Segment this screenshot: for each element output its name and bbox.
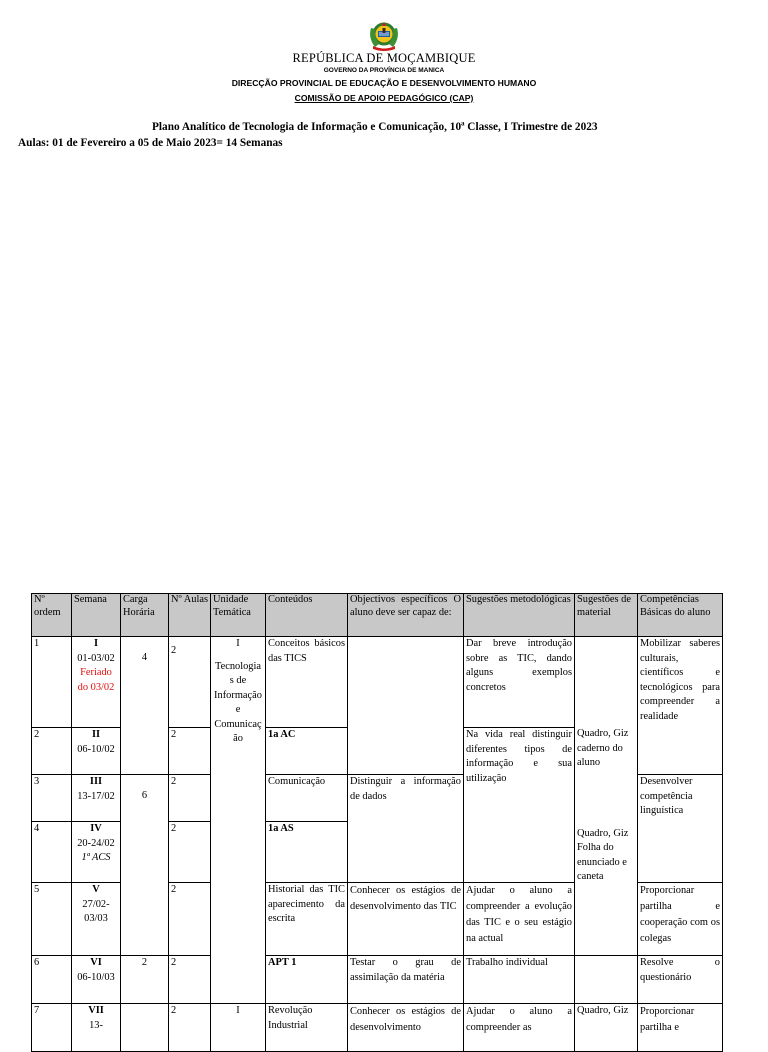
row-semana [72, 883, 121, 956]
week-dates: 06-10/03 [77, 971, 115, 983]
commission-name: COMISSÃO DE APOIO PEDAGÓGICO (CAP) [294, 93, 474, 103]
row-competencias: Desenvolver competência linguística [638, 775, 723, 883]
row-carga [121, 1004, 169, 1052]
row-aulas: 2 [169, 728, 211, 775]
directorate-name: DIRECÇÃO PROVINCIAL DE EDUCAÇÃO E DESENVOLVIMENTO HUMANO [231, 78, 537, 88]
material-text: Quadro, Giz Folha do enunciado e caneta [577, 827, 629, 882]
header-ordem: Nº ordem [32, 594, 72, 637]
week-roman: III [89, 776, 103, 787]
row-carga: 6 [121, 775, 169, 956]
header-sugestoes-metodologicas: Sugestões metodológicas [464, 594, 575, 637]
table-row [32, 1004, 723, 1052]
week-dates: 06-10/02 [77, 743, 115, 755]
row-semana [72, 637, 121, 728]
header-objectivos: Objectivos específicos O aluno deve ser capaz de: [348, 594, 464, 637]
row-conteudos: 1a AC [266, 728, 348, 775]
row-competencias: Mobilizar saberes culturais, científicos e tecnológicos para compreender a realidade [638, 637, 723, 775]
row-semana [72, 1004, 121, 1052]
table-header-row [32, 594, 723, 637]
row-sugestoes-metodologicas: Ajudar o aluno a compreender a evolução das TIC e o seu estágio na actual [464, 883, 575, 956]
row-aulas: 2 [169, 883, 211, 956]
material-text: Quadro, Giz caderno do aluno [577, 728, 629, 768]
row-carga: 2 [121, 956, 169, 1004]
row-semana [72, 822, 121, 883]
holiday-note: Feriado do 03/02 [77, 667, 115, 693]
week-roman: VII [88, 1005, 104, 1016]
row-unidade [211, 637, 266, 1004]
row-aulas: 2 [169, 637, 211, 728]
row-conteudos: Conceitos básicos das TICS [266, 637, 348, 728]
row-aulas: 2 [169, 1004, 211, 1052]
row-ordem: 3 [32, 775, 72, 822]
table-row [32, 637, 723, 728]
row-aulas: 2 [169, 822, 211, 883]
row-sugestoes-material: Quadro, Giz [575, 1004, 638, 1052]
unit-title: Tecnologias de Informação e Comunicação [214, 660, 262, 744]
row-semana [72, 956, 121, 1004]
unit-number: I [236, 638, 240, 649]
row-sugestoes-metodologicas: Na vida real distinguir diferentes tipos de informação e sua utilização [464, 728, 575, 883]
week-roman: VI [90, 957, 102, 968]
row-objectivos: Testar o grau de assimilação da matéria [348, 956, 464, 1004]
row-ordem: 7 [32, 1004, 72, 1052]
assessment-note: 1ª ACS [81, 852, 111, 863]
row-carga: 4 [121, 637, 169, 775]
row-sugestoes-material [575, 637, 638, 956]
row-conteudos: 1a AS [266, 822, 348, 883]
row-sugestoes-metodologicas: Dar breve introdução sobre as TIC, dando alguns exemplos concretos [464, 637, 575, 728]
week-dates: 01-03/02 [77, 652, 115, 664]
row-objectivos: Distinguir a informação de dados [348, 775, 464, 883]
row-semana [72, 728, 121, 775]
analytic-plan-table [31, 593, 723, 1052]
row-objectivos [348, 637, 464, 775]
week-roman: IV [90, 823, 102, 834]
row-competencias: Proporcionar partilha e cooperação com os colegas [638, 883, 723, 956]
row-ordem: 6 [32, 956, 72, 1004]
week-dates: 13- [89, 1019, 103, 1031]
lessons-period: Aulas: 01 de Fevereiro a 05 de Maio 2023= 14 Semanas [18, 137, 283, 149]
mozambique-emblem [367, 20, 401, 52]
republic-name: REPÚBLICA DE MOÇAMBIQUE [292, 51, 476, 65]
header-sugestoes-material: Sugestões de material [575, 594, 638, 637]
row-competencias: Proporcionar partilha e [638, 1004, 723, 1052]
plan-title: Plano Analítico de Tecnologia de Informação e Comunicação, 10ª Classe, I Trimestre de 2023 [152, 121, 598, 133]
row-sugestoes-metodologicas: Trabalho individual [464, 956, 575, 1004]
week-dates: 20-24/02 [77, 837, 115, 849]
header-competencias: Competências Básicas do aluno [638, 594, 723, 637]
row-ordem: 5 [32, 883, 72, 956]
row-competencias: Resolve o questionário [638, 956, 723, 1004]
row-aulas: 2 [169, 775, 211, 822]
row-ordem: 4 [32, 822, 72, 883]
week-roman: I [93, 638, 99, 649]
week-roman: V [92, 884, 100, 895]
header-unidade: Unidade Temática [211, 594, 266, 637]
header-conteudos: Conteúdos [266, 594, 348, 637]
row-ordem: 1 [32, 637, 72, 728]
row-conteudos: Revolução Industrial [266, 1004, 348, 1052]
row-sugestoes-metodologicas: Ajudar o aluno a compreender as [464, 1004, 575, 1052]
week-dates: 27/02-03/03 [82, 898, 110, 924]
row-sugestoes-material [575, 956, 638, 1004]
row-objectivos: Conhecer os estágios de desenvolvimento [348, 1004, 464, 1052]
week-dates: 13-17/02 [77, 790, 115, 802]
header-aulas: Nº Aulas [169, 594, 211, 637]
row-unidade: I [211, 1004, 266, 1052]
row-conteudos: APT 1 [266, 956, 348, 1004]
government-name: GOVERNO DA PROVÍNCIA DE MANICA [323, 67, 445, 74]
row-conteudos: Comunicação [266, 775, 348, 822]
row-semana [72, 775, 121, 822]
header-carga: Carga Horária [121, 594, 169, 637]
row-ordem: 2 [32, 728, 72, 775]
week-roman: II [91, 729, 101, 740]
row-conteudos: Historial das TIC aparecimento da escrita [266, 883, 348, 956]
table-row [32, 956, 723, 1004]
row-aulas: 2 [169, 956, 211, 1004]
row-objectivos: Conhecer os estágios de desenvolvimento das TIC [348, 883, 464, 956]
header-semana: Semana [72, 594, 121, 637]
